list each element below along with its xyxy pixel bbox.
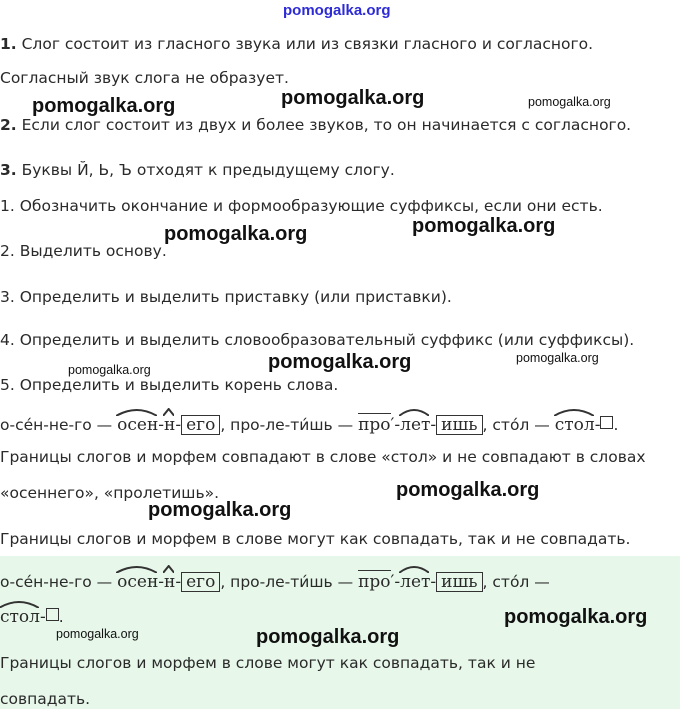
conclusion-line-1: Границы слогов и морфем совпадают в слове «стол» и не совпадают в словах bbox=[0, 448, 646, 466]
watermark: pomogalka.org bbox=[412, 215, 556, 237]
watermark: pomogalka.org bbox=[268, 351, 412, 373]
watermark: pomogalka.org bbox=[56, 627, 139, 641]
suffix-caret-icon bbox=[163, 408, 174, 416]
watermark: pomogalka.org bbox=[528, 95, 611, 109]
watermark: pomogalka.org bbox=[256, 626, 400, 648]
watermark: pomogalka.org bbox=[148, 499, 292, 521]
root-arc-icon bbox=[0, 600, 39, 608]
rule-1-cont: Согласный звук слога не образует. bbox=[0, 69, 289, 87]
ending-box: его bbox=[181, 415, 220, 435]
root-arc-icon bbox=[116, 408, 157, 416]
step-1: 1. Обозначить окончание и формообразующие суффиксы, если они есть. bbox=[0, 197, 603, 215]
suffix-mark: н bbox=[164, 565, 175, 593]
rule-1 bbox=[0, 33, 593, 55]
root-arc-icon bbox=[399, 408, 429, 416]
root-arc-icon bbox=[554, 408, 594, 416]
syllable-division: о-се́н-не-го — bbox=[0, 416, 113, 434]
watermark: pomogalka.org bbox=[281, 87, 425, 109]
rule-number: 3. bbox=[0, 161, 17, 179]
prefix-mark: про bbox=[358, 415, 391, 435]
watermark-top: pomogalka.org bbox=[283, 2, 391, 19]
ending-box: его bbox=[181, 572, 220, 592]
rule-text: Буквы Й, Ь, Ъ отходят к предыдущему слогу. bbox=[16, 161, 395, 179]
root-arc-icon bbox=[116, 565, 157, 573]
rule-text: Слог состоит из гласного звука или из связки гласного и согласного. bbox=[16, 35, 594, 53]
suffix-mark: н bbox=[164, 408, 175, 436]
watermark: pomogalka.org bbox=[516, 351, 599, 365]
rule-number: 1. bbox=[0, 35, 17, 53]
prefix-mark: про bbox=[358, 572, 391, 592]
watermark: pomogalka.org bbox=[504, 606, 648, 628]
root-mark: лет bbox=[400, 565, 430, 593]
step-2: 2. Выделить основу. bbox=[0, 242, 167, 260]
conclusion-line-3: Границы слогов и морфем в слове могут как совпадать, так и не совпадать. bbox=[0, 530, 631, 548]
answer-example-line: о-се́н-не-го — осен- н- его , про-ле-ти́шь — про′- лет- ишь , сто́л — bbox=[0, 565, 550, 593]
watermark: pomogalka.org bbox=[164, 223, 308, 245]
root-mark: стол bbox=[0, 600, 40, 628]
root-mark: осен bbox=[117, 408, 158, 436]
root-arc-icon bbox=[399, 565, 429, 573]
conclusion-line-2: «осеннего», «пролетишь». bbox=[0, 484, 220, 502]
watermark: pomogalka.org bbox=[396, 479, 540, 501]
rule-3 bbox=[0, 159, 395, 181]
root-mark: осен bbox=[117, 565, 158, 593]
rule-text: Если слог состоит из двух и более звуков, то он начинается с согласного. bbox=[16, 116, 632, 134]
root-mark: лет bbox=[400, 408, 430, 436]
answer-conclusion-1: Границы слогов и морфем в слове могут как совпадать, так и не bbox=[0, 654, 536, 672]
step-5: 5. Определить и выделить корень слова. bbox=[0, 376, 339, 394]
example-line: о-се́н-не-го — осен- н- его , про-ле-ти́шь — про′- лет- ишь , сто́л — стол- . bbox=[0, 408, 618, 436]
rule-number: 2. bbox=[0, 116, 17, 134]
ending-box: ишь bbox=[436, 572, 482, 592]
null-ending-box bbox=[600, 416, 613, 429]
suffix-caret-icon bbox=[163, 565, 174, 573]
watermark: pomogalka.org bbox=[68, 363, 151, 377]
syllable-division: о-се́н-не-го — bbox=[0, 573, 113, 591]
answer-example-line-2: стол- . bbox=[0, 600, 64, 628]
step-3: 3. Определить и выделить приставку (или приставки). bbox=[0, 288, 452, 306]
root-mark: стол bbox=[555, 408, 595, 436]
step-4: 4. Определить и выделить словообразовательный суффикс (или суффиксы). bbox=[0, 331, 635, 349]
answer-conclusion-2: совпадать. bbox=[0, 690, 91, 708]
null-ending-box bbox=[46, 608, 59, 621]
watermark: pomogalka.org bbox=[32, 95, 176, 117]
ending-box: ишь bbox=[436, 415, 482, 435]
